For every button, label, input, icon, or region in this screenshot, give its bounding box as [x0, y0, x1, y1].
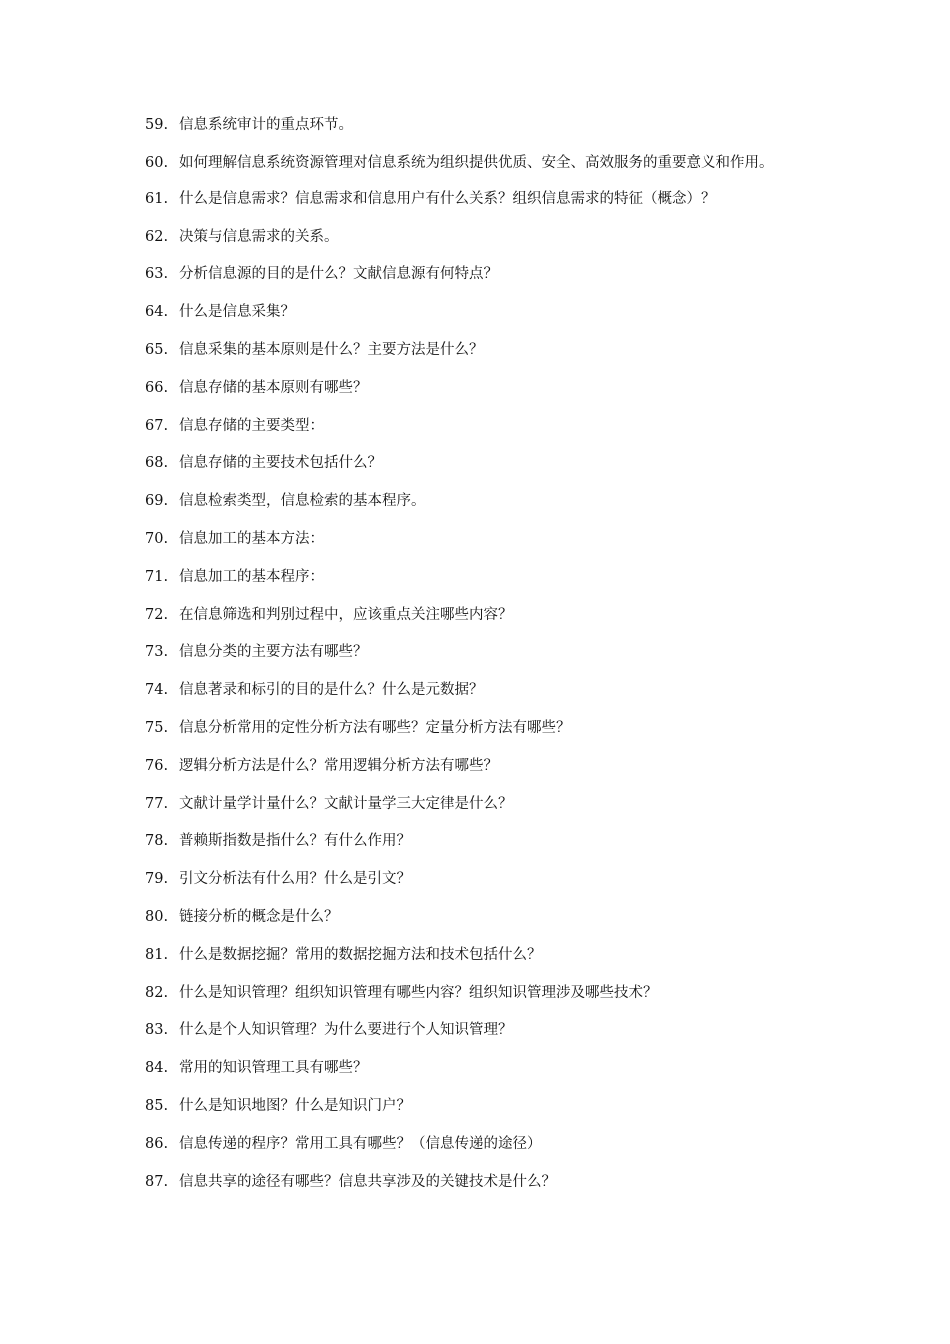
question-item	[145, 528, 810, 550]
question-item	[145, 1171, 810, 1193]
question-item	[145, 1057, 810, 1079]
question-text: 如何理解信息系统资源管理对信息系统为组织提供优质、安全、高效服务的重要意义和作用。	[179, 154, 774, 171]
question-item	[145, 679, 810, 701]
question-number: 59.	[145, 117, 169, 133]
question-number: 70.	[145, 530, 169, 547]
question-number: 77.	[145, 795, 169, 812]
question-item	[145, 263, 810, 285]
question-item	[145, 415, 810, 437]
question-text: 信息检索类型，信息检索的基本程序。	[179, 493, 426, 510]
question-text: 什么是数据挖掘？常用的数据挖掘方法和技术包括什么？	[179, 946, 542, 963]
question-item	[145, 717, 810, 739]
question-text: 普赖斯指数是指什么？有什么作用？	[179, 833, 411, 850]
question-number: 74.	[145, 682, 169, 699]
question-number: 76.	[145, 757, 169, 774]
question-text: 逻辑分析方法是什么？常用逻辑分析方法有哪些？	[179, 757, 498, 774]
question-number: 73.	[145, 644, 169, 661]
question-item	[145, 982, 810, 1004]
question-text: 什么是信息需求？信息需求和信息用户有什么关系？组织信息需求的特征（概念）？	[179, 190, 716, 207]
question-text: 链接分析的概念是什么？	[179, 908, 339, 925]
question-text: 常用的知识管理工具有哪些？	[179, 1060, 368, 1077]
question-text: 信息加工的基本方法：	[179, 530, 324, 547]
question-item	[145, 868, 810, 890]
question-text: 信息存储的主要技术包括什么？	[179, 455, 382, 472]
question-item	[145, 152, 810, 174]
question-item	[145, 114, 810, 136]
question-item	[145, 641, 810, 663]
question-number: 67.	[145, 417, 169, 434]
question-list	[145, 114, 810, 1208]
question-item	[145, 1133, 810, 1155]
question-number: 83.	[145, 1022, 169, 1039]
question-item	[145, 1019, 810, 1041]
question-number: 87.	[145, 1173, 169, 1190]
question-number: 63.	[145, 266, 169, 283]
question-number: 72.	[145, 606, 169, 623]
question-text: 什么是个人知识管理？为什么要进行个人知识管理？	[179, 1022, 513, 1039]
question-text: 信息著录和标引的目的是什么？什么是元数据？	[179, 682, 484, 699]
question-item	[145, 452, 810, 474]
question-item	[145, 793, 810, 815]
question-text: 信息传递的程序？常用工具有哪些？（信息传递的途径）	[179, 1135, 542, 1152]
question-text: 什么是知识地图？什么是知识门户？	[179, 1097, 411, 1114]
question-item	[145, 377, 810, 399]
question-number: 65.	[145, 341, 169, 358]
question-text: 引文分析法有什么用？什么是引文？	[179, 871, 411, 888]
question-number: 81.	[145, 946, 169, 963]
question-item	[145, 490, 810, 512]
question-text: 什么是信息采集？	[179, 304, 295, 321]
question-text: 什么是知识管理？组织知识管理有哪些内容？组织知识管理涉及哪些技术？	[179, 984, 658, 1001]
question-number: 75.	[145, 719, 169, 736]
question-number: 82.	[145, 984, 169, 1001]
question-item	[145, 566, 810, 588]
question-text: 信息分析常用的定性分析方法有哪些？定量分析方法有哪些？	[179, 719, 571, 736]
question-text: 文献计量学计量什么？文献计量学三大定律是什么？	[179, 795, 513, 812]
question-text: 信息分类的主要方法有哪些？	[179, 644, 368, 661]
question-number: 62.	[145, 228, 169, 245]
question-item	[145, 339, 810, 361]
question-text: 在信息筛选和判别过程中，应该重点关注哪些内容？	[179, 606, 513, 623]
question-text: 决策与信息需求的关系。	[179, 228, 339, 245]
question-number: 69.	[145, 493, 169, 510]
question-number: 79.	[145, 871, 169, 888]
question-number: 84.	[145, 1060, 169, 1077]
question-text: 分析信息源的目的是什么？文献信息源有何特点？	[179, 266, 498, 283]
question-item	[145, 226, 810, 248]
question-item	[145, 1095, 810, 1117]
question-text: 信息共享的途径有哪些？信息共享涉及的关键技术是什么？	[179, 1173, 556, 1190]
question-number: 78.	[145, 833, 169, 850]
question-number: 60.	[145, 154, 169, 171]
question-number: 85.	[145, 1097, 169, 1114]
question-item	[145, 188, 810, 210]
question-number: 71.	[145, 568, 169, 585]
question-number: 64.	[145, 304, 169, 321]
question-item	[145, 906, 810, 928]
question-number: 86.	[145, 1135, 169, 1152]
question-text: 信息存储的主要类型：	[179, 417, 324, 434]
question-text: 信息采集的基本原则是什么？主要方法是什么？	[179, 341, 484, 358]
question-text: 信息系统审计的重点环节。	[179, 117, 353, 133]
question-number: 68.	[145, 455, 169, 472]
question-number: 61.	[145, 190, 169, 207]
question-item	[145, 830, 810, 852]
question-number: 80.	[145, 908, 169, 925]
question-item	[145, 755, 810, 777]
question-item	[145, 944, 810, 966]
question-item	[145, 604, 810, 626]
question-item	[145, 301, 810, 323]
question-text: 信息存储的基本原则有哪些？	[179, 379, 368, 396]
question-text: 信息加工的基本程序：	[179, 568, 324, 585]
question-number: 66.	[145, 379, 169, 396]
